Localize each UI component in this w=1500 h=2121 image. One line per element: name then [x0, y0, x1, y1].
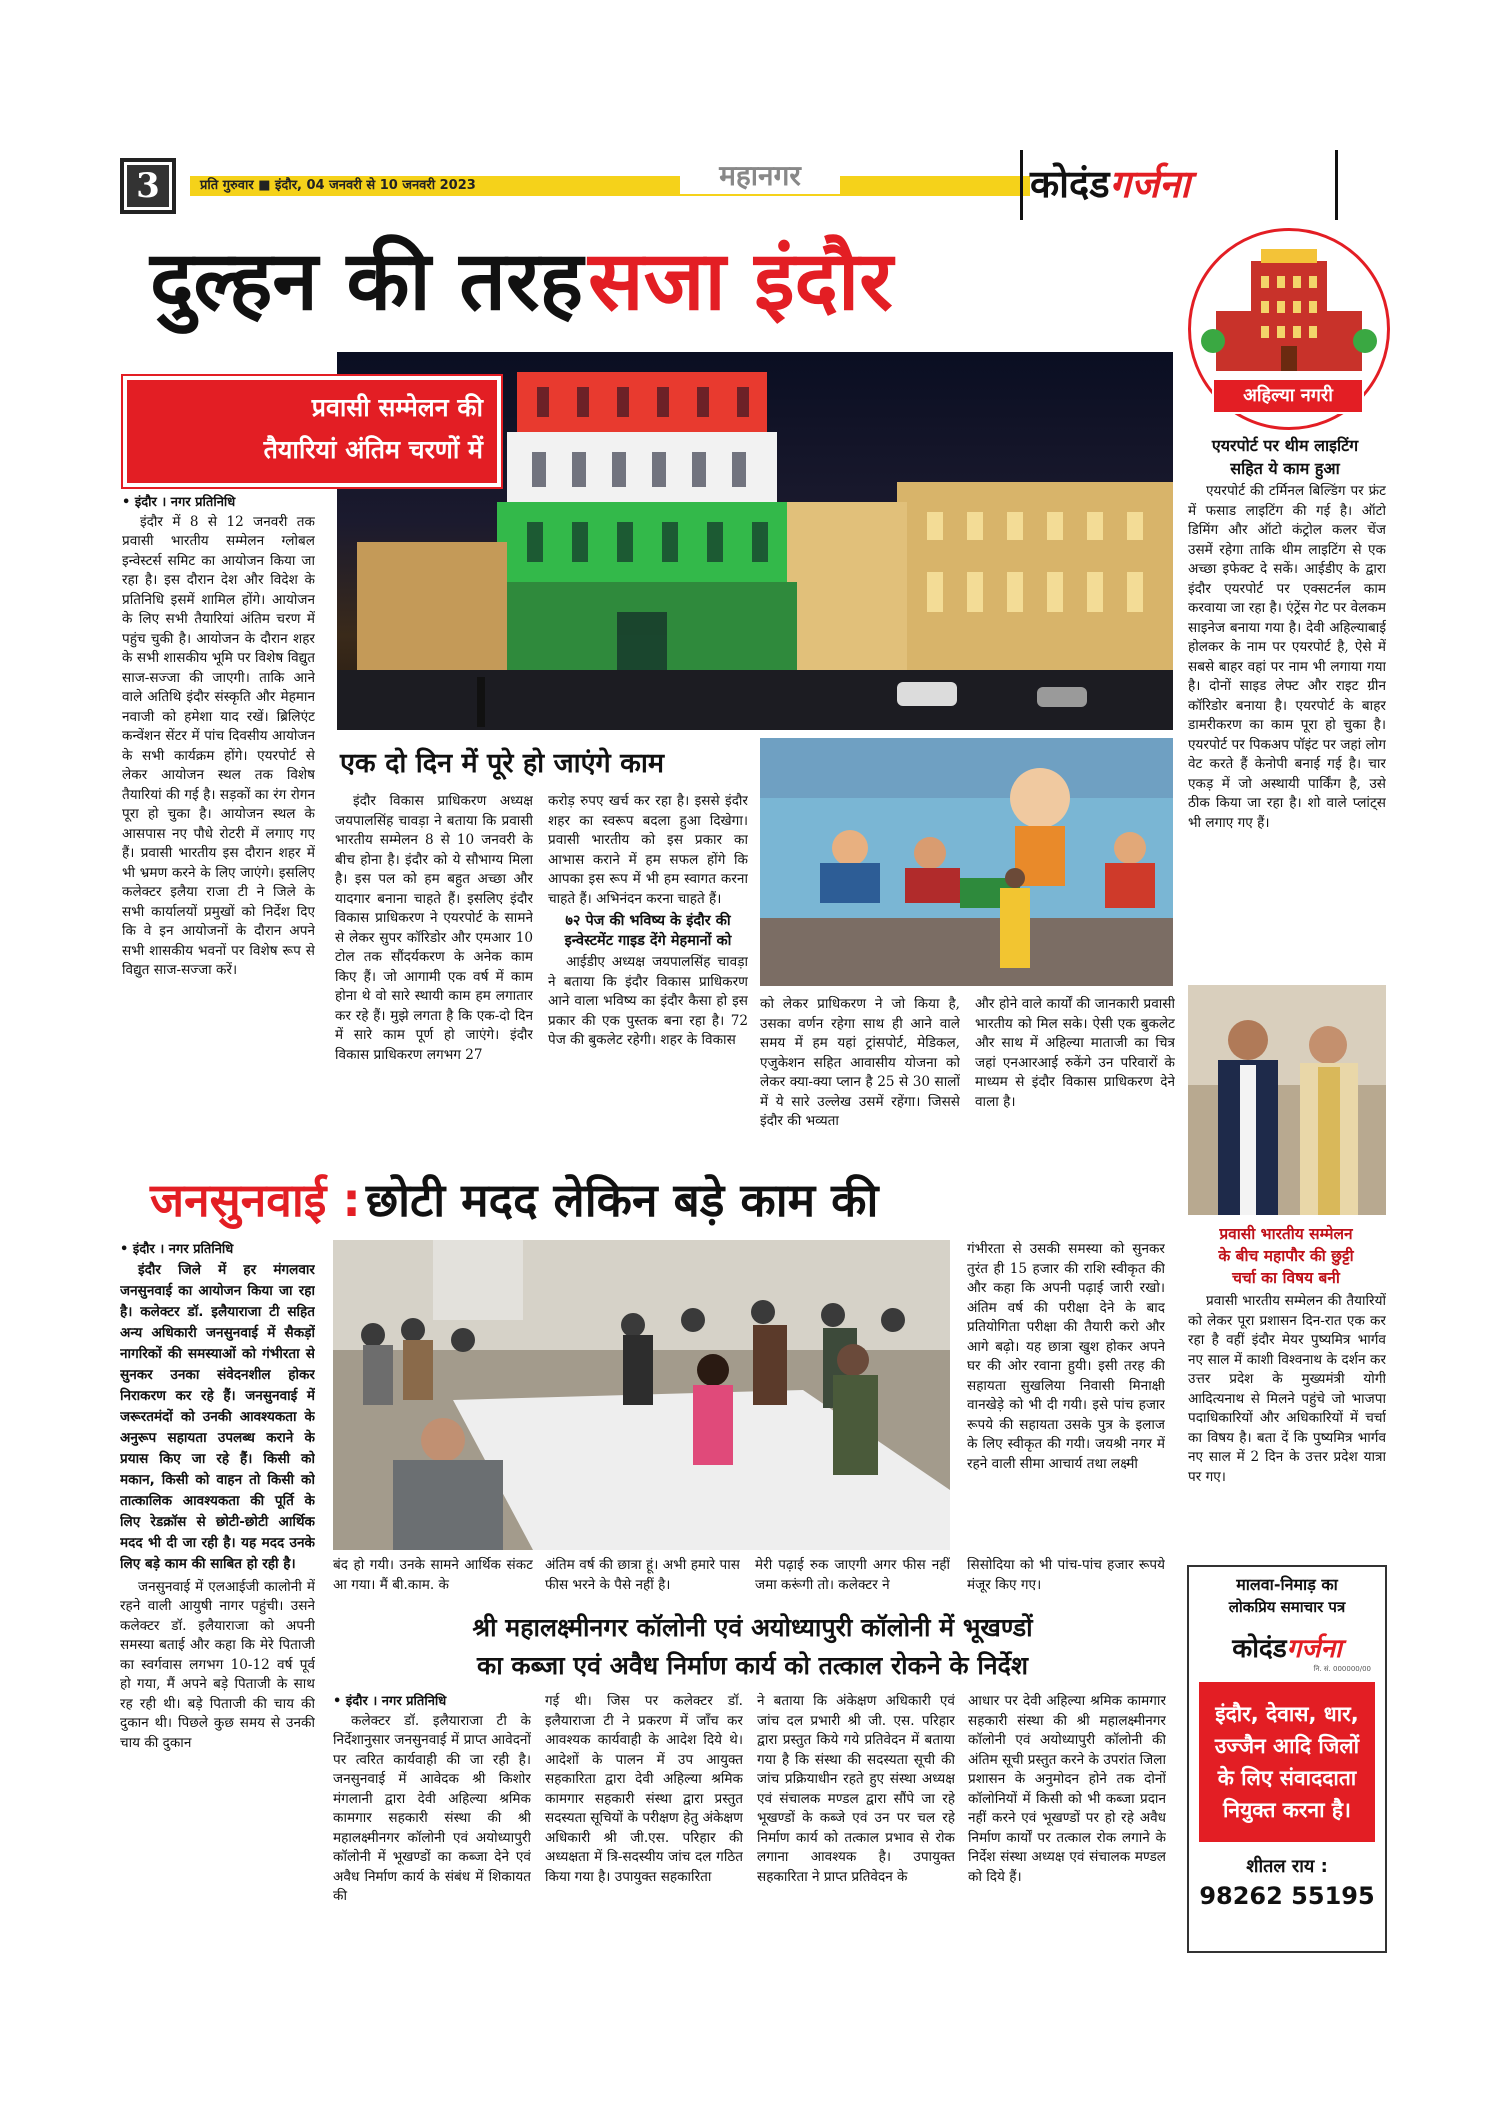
brand-divider-right: [1335, 150, 1338, 220]
airport-body: एयरपोर्ट की टर्मिनल बिल्डिंग पर फ्रंट में फसाड लाइटिंग की गई है। ऑटो डिमिंग और ऑटो कंट्रोल कलर चेंज उसमें रहेगा ताकि थीम लाइटिंग से एक अच्छा इफेक्ट दे सकें। आईडीए के द्वारा इंदौर एयरपोर्ट पर एक्सटर्नल काम करवाया जा रहा है। एंट्रेंस गेट पर वेलकम साइनेज बनाया गया है। देवी अहिल्याबाई होलकर के नाम पर एयरपोर्ट है, ऐसे में सबसे बाहर वहां पर नाम भी लगाया गया है। दोनों साइड लेफ्ट और राइट ग्रीन कॉरिडोर बनाया है। एयरपोर्ट के बाहर डामरीकरण का काम पूरा हो चुका है। एयरपोर्ट पर पिकअप पॉइंट पर जहां लोग वेट करते हैं केनोपी बनाई गई है। चार एकड़ में जो अस्थायी पार्किंग है, उसे ठीक किया जा रहा है। शो वाले प्लांट्स भी लगाए गए हैं।: [1188, 483, 1386, 831]
janasunwai-under2-text: अंतिम वर्ष की छात्रा हूं। अभी हमारे पास फीस भरने के पैसे नहीं है।: [545, 1557, 740, 1593]
ahilya-nagri-label: अहिल्या नगरी: [1243, 385, 1333, 406]
story1-byline: • इंदौर । नगर प्रतिनिधि: [122, 495, 236, 510]
janasunwai-right-text: गंभीरता से उसकी समस्या को सुनकर तुरंत ही 15 हजार की राशि स्वीकृत की और कहा कि अपनी पढ़ाई जारी रखो। अंतिम वर्ष की परीक्षा देने के बाद प्रतियोगिता परीक्षा की तैयारी करो और आगे बढ़ो। यह छात्रा खुश होकर अपने घर की ओर रवाना हुयी। इसी तरह की सहायता सुखलिया निवासी मिनाक्षी वानखेड़े को भी दी गयी। इसे पांच हजार रूपये की सहायता उसके पुत्र के इलाज के लिए स्वीकृत की गयी। जयश्री नगर में रहने वाली सीमा आचार्य तथा लक्ष्मी: [967, 1241, 1165, 1472]
brand-logo-part1: कोदंड: [1030, 162, 1110, 206]
mahalaxmi-title-line2: का कब्जा एवं अवैध निर्माण कार्य को तत्काल रोकने के निर्देश: [477, 1651, 1028, 1680]
mahalaxmi-col4: [968, 1692, 1166, 1962]
mayor-photo: [1188, 985, 1386, 1215]
section-label: महानगर: [680, 156, 840, 194]
ad-contact-name: शीतल राय :: [1246, 1856, 1328, 1877]
ahilya-nagri-badge: [1212, 378, 1364, 414]
red-box-line2: तैयारियां अंतिम चरणों में: [263, 435, 483, 464]
ad-brand-part1: कोदंड: [1232, 1634, 1287, 1664]
mahalaxmi-col3: [757, 1692, 955, 1962]
main-headline: [150, 232, 1150, 332]
janasunwai-byline: • इंदौर । नगर प्रतिनिधि: [120, 1242, 234, 1257]
red-box-line1: प्रवासी सम्मेलन की: [311, 393, 483, 422]
red-highlight-box: [123, 376, 501, 487]
ad-small-text: नि. सं. 000000/00: [1313, 1665, 1371, 1673]
story2-col1: [335, 792, 533, 1162]
ad-phone: 98262 55195: [1199, 1882, 1375, 1910]
market-mural-photo: [760, 738, 1173, 986]
mahalaxmi-byline: • इंदौर । नगर प्रतिनिधि: [333, 1694, 447, 1709]
page-number: 3: [127, 165, 169, 207]
mahalaxmi-col2: [545, 1692, 743, 1962]
mahalaxmi-col3-text: ने बताया कि अंकेक्षण अधिकारी एवं जांच दल प्रभारी श्री जी. एस. परिहार द्वारा प्रस्तुत किये गये प्रतिवेदन में बताया गया है कि संस्था की सदस्यता सूची की जांच प्रक्रियाधीन रहते हुए संस्था अध्यक्ष एवं संचालक मण्डल द्वारा सौंपे जा रहे भूखण्डों के कब्जे एवं उन पर चल रहे निर्माण कार्य को तत्काल प्रभाव से रोक लगाना आवश्यक है। उपायुक्त सहकारिता ने प्राप्त प्रतिवेदन के: [757, 1693, 955, 1885]
janasunwai-under2: [545, 1556, 740, 1598]
ad-red-text: इंदौर, देवास, धार, उज्जैन आदि जिलों के लिए संवाददाता नियुक्त करना है।: [1214, 1702, 1360, 1822]
headline-part2: सजा इंदौर: [588, 234, 893, 329]
janasunwai-under3-text: मेरी पढ़ाई रुक जाएगी अगर फीस नहीं जमा करूंगी तो। कलेक्टर ने: [755, 1557, 950, 1593]
mayor-title-line3: चर्चा का विषय बनी: [1232, 1269, 1340, 1287]
airport-title-line1: एयरपोर्ट पर थीम लाइटिंग: [1211, 436, 1359, 455]
janasunwai-under4: [967, 1556, 1165, 1598]
story2-col3-text: को लेकर प्राधिकरण ने जो किया है, उसका वर्णन रहेगा साथ ही आने वाले समय में हम यहां ट्रांसपोर्ट, मेडिकल, एजुकेशन सहित आवासीय योजना को लेकर क्या-क्या प्लान है 25 से 30 सालों में ये सारे उल्लेख उसमें रहेंगा। जिससे इंदौर की भव्यता: [760, 996, 960, 1129]
masthead: [120, 150, 1395, 225]
mayor-title-line2: के बीच महापौर की छुट्टी: [1218, 1247, 1354, 1265]
story2-col2a-text: करोड़ रुपए खर्च कर रहा है। इससे इंदौर शहर का स्वरूप बदला हुआ दिखेगा। प्रवासी भारतीय को इस प्रकार का आभास कराने में हम सफल होंगे कि आपका इस रूप में भी हम स्वागत करना चाहते हैं। अभिनंदन करना चाहते हैं।: [548, 793, 748, 907]
airport-title-line2: सहित ये काम हुआ: [1230, 459, 1340, 478]
story2-col4-text: और होने वाले कार्यों की जानकारी प्रवासी भारतीय को मिल सके। ऐसी एक बुकलेट और साथ में अहिल्या माताजी का चित्र जहां एनआरआई रुकेंगे उन परिवारों के माध्यम से इंदौर विकास प्राधिकरण देने वाला है।: [975, 996, 1175, 1110]
ad-brand-part2: गर्जना: [1286, 1634, 1342, 1664]
story2-col2b-text: आईडीए अध्यक्ष जयपालसिंह चावड़ा ने बताया कि इंदौर विकास प्राधिकरण आने वाला भविष्य का इंदौर कैसा हो इस प्रकार की एक पुस्तक बना रहा है। 72 पेज की बुकलेट रहेगी। शहर के विकास: [548, 954, 748, 1048]
story2-col4: [975, 995, 1175, 1165]
janasunwai-photo: [333, 1240, 950, 1550]
mahalaxmi-col1: [333, 1692, 531, 1962]
ad-line2: लोकप्रिय समाचार पत्र: [1228, 1598, 1346, 1616]
janasunwai-illustration: [333, 1240, 950, 1550]
janasunwai-headline: [150, 1170, 1180, 1230]
story2-col1-text: इंदौर विकास प्राधिकरण अध्यक्ष जयपालसिंह चावड़ा ने बताया कि प्रवासी भारतीय सम्मेलन 8 से 10 जनवरी के बीच होना है। इंदौर को ये सौभाग्य मिला है। इस पल को हम बहुत अच्छा और यादगार बनाना चाहते हैं। इसलिए इंदौर विकास प्राधिकरण ने एयरपोर्ट के सामने से लेकर सुपर कॉरिडोर और एमआर 10 टोल तक सौंदर्यकरण के अनेक काम किए हैं। जो आगामी एक वर्ष में काम होना थे वो सारे स्थायी काम हम लगातार कर रहे हैं। मुझे लगता है कि एक-दो दिन में सारे काम पूर्ण हो जाएंगे। इंदौर विकास प्राधिकरण लगभग 27: [335, 793, 533, 1063]
story2-col2: [548, 792, 748, 1162]
story1-body: इंदौर में 8 से 12 जनवरी तक प्रवासी भारतीय सम्मेलन ग्लोबल इन्वेस्टर्स समिट का आयोजन किया जा रहा है। इस दौरान देश और विदेश के प्रतिनिधि इसमें शामिल होंगे। आयोजन के लिए सभी तैयारियां अंतिम चरण में पहुंच चुकी है। आयोजन के दौरान शहर के सभी शासकीय भूमि पर विशेष विद्युत साज-सज्जा की जाएगी। ताकि आने वाले अतिथि इंदौर संस्कृति और मेहमान नवाजी को हमेशा याद रखें। ब्रिलिएंट कन्वेंशन सेंटर में पांच दिवसीय आयोजन के सभी कार्यक्रम होंगे। एयरपोर्ट से लेकर आयोजन स्थल तक विशेष तैयारियां की गई है। सड़कों का रंग रोगन पूरा हो चुका है। आयोजन स्थल के आसपास नए पौधे रोटरी में लगाए गए हैं। प्रवासी भारतीय इस दौरान शहर में भी भ्रमण करने के लिए जाएंगे। इसलिए कलेक्टर इलैया राजा टी ने जिले के सभी कार्यालयों प्रमुखों को निर्देश दिए कि वे इन आयोजनों के दौरान अपने सभी शासकीय भवनों पर विशेष रूप से विद्युत साज-सज्जा करें।: [122, 513, 315, 978]
mayor-body: प्रवासी भारतीय सम्मेलन की तैयारियों को लेकर पूरा प्रशासन दिन-रात एक कर रहा है वहीं इंदौर मेयर पुष्यमित्र भार्गव नए साल में काशी विश्वनाथ के दर्शन कर उत्तर प्रदेश के मुख्यमंत्री योगी आदित्यनाथ से मिलने पहुंचे जो भाजपा पदाधिकारियों और अधिकारियों में चर्चा का विषय है। बता दें कि पुष्यमित्र भार्गव नए साल में 2 दिन के उत्तर प्रदेश यात्रा पर गए।: [1188, 1293, 1386, 1485]
mahalaxmi-title-line1: श्री महालक्ष्मीनगर कॉलोनी एवं अयोध्यापुरी कॉलोनी में भूखण्डों: [472, 1613, 1033, 1642]
janasunwai-under1: [333, 1556, 533, 1598]
ad-line1: मालवा-निमाड़ का: [1236, 1575, 1338, 1594]
janasunwai-body: जनसुनवाई में एलआईजी कालोनी में रहने वाली आयुषी नागर पहुंची। उसने कलेक्टर डॉ. इलैयाराजा को अपनी समस्या बताई और कहा कि मेरे पिताजी का स्वर्गवास लगभग 10-12 वर्ष पूर्व हो गया, मैं अपने बड़े पिताजी के साथ रह रही थी। बड़े पिताजी की चाय की दुकान थी। पिछले कुछ समय से उनकी चाय की दुकान: [120, 1578, 315, 1751]
janasunwai-under1-text: बंद हो गयी। उनके सामने आर्थिक संकट आ गया। मैं बी.काम. के: [333, 1557, 533, 1593]
mayor-column: [1188, 1292, 1386, 1557]
janasunwai-right-column: [967, 1240, 1165, 1555]
brand-divider-left: [1020, 150, 1023, 220]
date-line: प्रति गुरुवार ■ इंदौर, 04 जनवरी से 10 जनवरी 2023: [200, 178, 476, 193]
story1-column: [122, 493, 315, 1158]
janasunwai-title-black: छोटी मदद लेकिन बड़े काम की: [365, 1173, 879, 1227]
mahalaxmi-col1-text: कलेक्टर डॉ. इलैयाराजा टी के निर्देशानुसार जनसुनवाई में प्राप्त आवेदनों पर त्वरित कार्यवाही की जा रही है। जनसुनवाई में आवेदक श्री किशोर मंगलानी द्वारा देवी अहिल्या श्रमिक कामगार सहकारी संस्था की श्री महालक्ष्मीनगर कॉलोनी एवं अयोध्यापुरी कॉलोनी में भूखण्डों का कब्जा देने एवं अवैध निर्माण कार्य के संबंध में शिकायत की: [333, 1712, 531, 1904]
ad-brand: [1189, 1629, 1385, 1665]
mayor-photo-illustration: [1188, 985, 1386, 1215]
janasunwai-left-column: [120, 1240, 315, 1970]
page-number-box: [120, 158, 176, 214]
airport-column: [1188, 482, 1386, 982]
story2-title: एक दो दिन में पूरे हो जाएंगे काम: [340, 748, 664, 779]
mayor-title-line1: प्रवासी भारतीय सम्मेलन: [1219, 1225, 1353, 1243]
story2-subhead: ७२ पेज की भविष्य के इंदौर की इन्वेस्टमेंट गाइड देंगे मेहमानों को: [564, 913, 732, 949]
mahalaxmi-col4-text: आधार पर देवी अहिल्या श्रमिक कामगार सहकारी संस्था की श्री महालक्ष्मीनगर कॉलोनी एवं अयोध्यापुरी कॉलोनी की अंतिम सूची प्रस्तुत करने के उपरांत जिला प्रशासन के अनुमोदन होने तक दोनों कॉलोनियों में किसी को भी कब्जा प्रदान नहीं करने एवं भूखण्डों पर हो रहे अवैध निर्माण कार्यों पर तत्काल रोक लगाने के निर्देश संस्था अध्यक्ष एवं संचालक मण्डल को दिये हैं।: [968, 1693, 1166, 1885]
mural-illustration: [760, 738, 1173, 986]
janasunwai-under4-text: सिसोदिया को भी पांच-पांच हजार रूपये मंजूर किए गए।: [967, 1557, 1165, 1593]
brand-logo-part2: गर्जना: [1109, 162, 1191, 206]
mahalaxmi-col2-text: गई थी। जिस पर कलेक्टर डॉ. इलैयाराजा टी ने प्रकरण में जाँच कर आवश्यक कार्यवाही के आदेश दिये थे। आदेशों के पालन में उप आयुक्त सहकारिता द्वारा देवी अहिल्या श्रमिक कामगार सहकारी संस्था द्वारा प्रस्तुत सदस्यता सूचियों के परीक्षण हेतु अंकेक्षण अधिकारी श्री जी.एस. परिहार की अध्यक्षता में त्रि-सदस्यीय जांच दल गठित किया गया है। उपायुक्त सहकारिता: [545, 1693, 743, 1885]
janasunwai-under3: [755, 1556, 950, 1598]
ad-red-box: [1199, 1682, 1375, 1842]
newspaper-ad-box: [1187, 1565, 1387, 1953]
janasunwai-title-red: जनसुनवाई :: [150, 1173, 361, 1227]
janasunwai-lead: इंदौर जिले में हर मंगलवार जनसुनवाई का आयोजन किया जा रहा है। कलेक्टर डॉ. इलैयाराजा टी सहित अन्य अधिकारी जनसुनवाई में सैकड़ों नागरिकों की समस्याओं को गंभीरता से सुनकर उनका संवेदनशील होकर निराकरण कर रहे हैं। जनसुनवाई में जरूरतमंदों को उनकी आवश्यकता के अनुरूप सहायता उपलब्ध कराने के प्रयास किए जा रहे हैं। किसी को मकान, किसी को वाहन तो किसी को तात्कालिक आवश्यकता की पूर्ति के लिए रेडक्रॉस से छोटी-छोटी आर्थिक मदद भी दी जा रही है। यह मदद उनके लिए बड़े काम की साबित हो रही है।: [120, 1261, 315, 1572]
headline-part1: दुल्हन की तरह: [150, 234, 584, 329]
brand-logo: [1030, 152, 1230, 216]
story2-col3: [760, 995, 960, 1165]
